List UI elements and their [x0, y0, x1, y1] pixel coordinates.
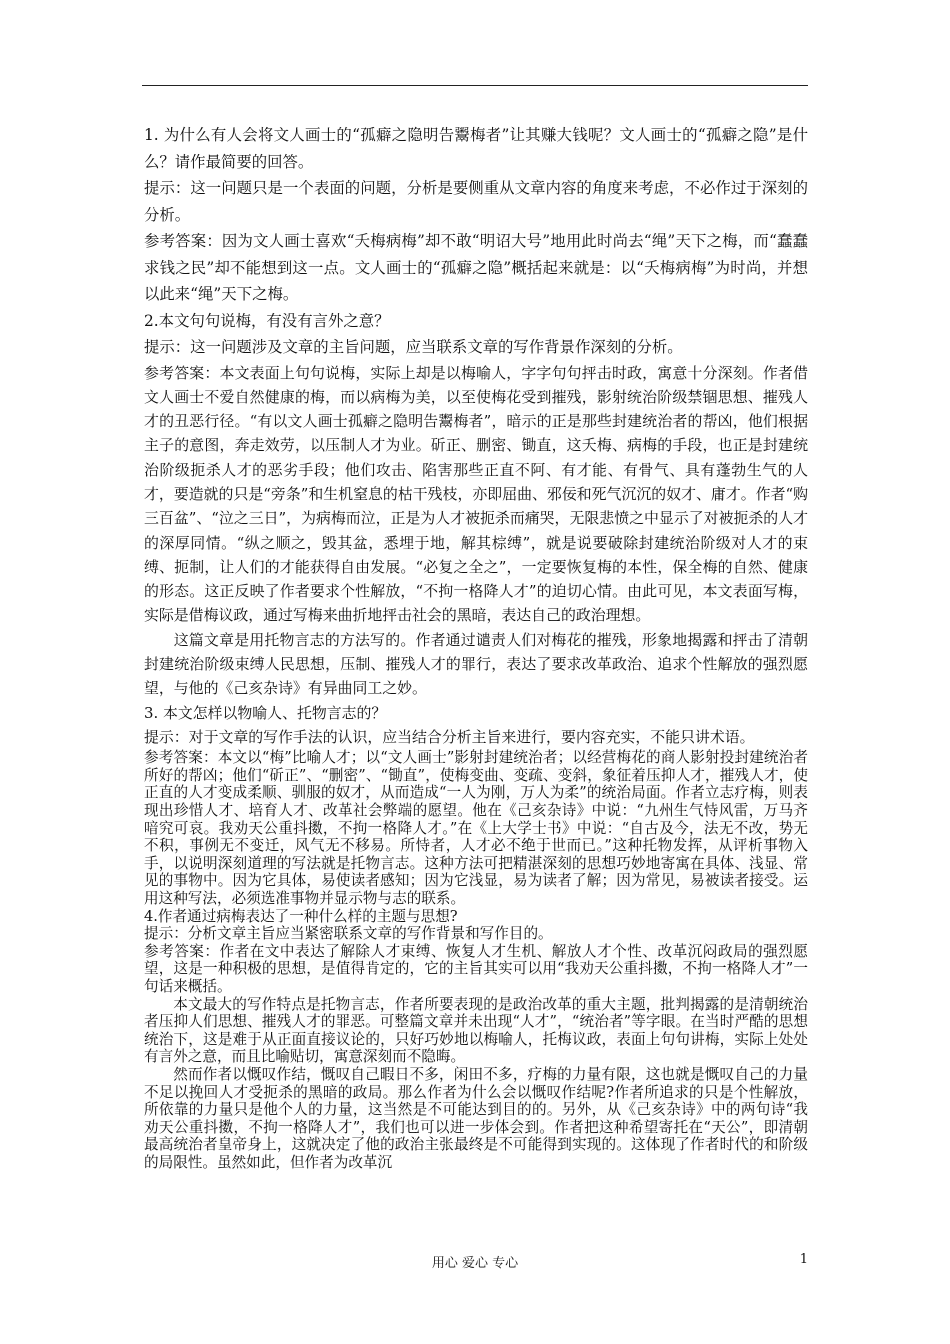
hint-4: 提示：分析文章主旨应当紧密联系文章的写作背景和写作目的。	[144, 925, 553, 943]
answer-3: 参考答案：本文以“梅”比喻人才；以“文人画士”影射封建统治者；以经营梅花的商人影射投封建统治者所好的帮凶；他们“斫正”、“删密”、“锄直”，使梅变曲、变疏、变斜，象征着压抑人才，摧残人才，使正直的人才变成柔顺、驯服的奴才，从而造成“一人为刚，万人为柔”的统治局面。作者立志疗梅，则表现出珍惜人才、培育人才、改革社会弊端的愿望。他在《己亥杂诗》中说：“九州生气恃风雷，万马齐喑究可哀。我劝天公重抖擞，不拘一格降人才。”在《上大学士书》中说：“自古及今，法无不改，势无不积，事例无不变迁，风气无不移易。所恃者，人才必不绝于世而已。”这种托物发挥，从评析事物入手，以说明深刻道理的写法就是托物言志。这种方法可把精湛深刻的思想巧妙地寄寓在具体、浅显、常见的事物中。因为它具体，易使读者感知；因为它浅显，易为读者了解；因为常见，易被读者接受。运用这种写法，必须选准事物并显示物与志的联系。	[144, 749, 808, 907]
question-3: 3. 本文怎样以物喻人、托物言志的？	[144, 703, 387, 722]
answer-2: 参考答案：本文表面上句句说梅，实际上却是以梅喻人，字字句句抨击时政，寓意十分深刻。作者借文人画士不爱自然健康的梅，而以病梅为美，以至使梅花受到摧残，影射统治阶级禁锢思想、摧残人才的丑恶行径。“有以文人画士孤癖之隐明告鬻梅者”，暗示的正是那些封建统治者的帮凶，他们根据主子的意图，奔走效劳，以压制人才为业。斫正、删密、锄直，这夭梅、病梅的手段，也正是封建统治阶级扼杀人才的恶劣手段；他们攻击、陷害那些正直不阿、有才能、有骨气、具有蓬勃生气的人才，要造就的只是“旁条”和生机窒息的枯干残枝，亦即屈曲、邪佞和死气沉沉的奴才、庸才。作者“购三百盆”、“泣之三日”，为病梅而泣，正是为人才被扼杀而痛哭，无限悲愤之中显示了对被扼杀的人才的深厚同情。“纵之顺之，毁其盆，悉埋于地，解其棕缚”，就是说要破除封建统治阶级对人才的束缚、扼制，让人们的才能获得自由发展。“必复之全之”，一定要恢复梅的本性，保全梅的自然、健康的形态。这正反映了作者要求个性解放，“不拘一格降人才”的迫切心情。由此可见，本文表面写梅，实际是借梅议政，通过写梅来曲折地抨击社会的黑暗，表达自己的政治理想。	[144, 363, 808, 625]
hint-1: 提示：这一问题只是一个表面的问题，分析是要侧重从文章内容的角度来考虑，不必作过于深刻的分析。	[144, 179, 808, 224]
answer-1: 参考答案：因为文人画士喜欢“夭梅病梅”却不敢“明诏大号”地用此时尚去“绳”天下之梅，而“蠢蠢求钱之民”却不能想到这一点。文人画士的“孤癖之隐”概括起来就是：以“夭梅病梅”为时尚，并想以此来“绳”天下之梅。	[144, 232, 808, 303]
question-2: 2.本文句句说梅，有没有言外之意？	[144, 311, 390, 330]
section-2	[144, 361, 808, 750]
document-body	[144, 122, 808, 1172]
page-number: 1	[799, 1252, 808, 1267]
question-4: 4.作者通过病梅表达了一种什么样的主题与思想?	[144, 907, 458, 925]
hint-3: 提示：对于文章的写作手法的认识，应当结合分析主旨来进行，要内容充实，不能只讲术语。	[144, 727, 755, 746]
section-1	[144, 122, 808, 361]
header-rule	[142, 85, 808, 86]
answer-4-paragraph-3: 然而作者以慨叹作结，慨叹自己暇日不多，闲田不多，疗梅的力量有限，这也就是慨叹自己的力量不足以挽回人才受扼杀的黑暗的政局。那么作者为什么会以慨叹作结呢?作者所追求的只是个性解放，所依靠的力量只是他个人的力量，这当然是不可能达到目的的。另外，从《己亥杂诗》中的两句诗“我劝天公重抖擞，不拘一格降人才”，我们也可以进一步体会到。作者把这种希望寄托在“天公”，即清朝最高统治者皇帝身上，这就决定了他的政治主张最终是不可能得到实现的。这体现了作者时代的和阶级的局限性。虽然如此，但作者为改革沉	[144, 1065, 808, 1171]
question-1: 1. 为什么有人会将文人画士的“孤癖之隐明告鬻梅者”让其赚大钱呢？文人画士的“孤癖之隐”是什么？请作最简要的回答。	[144, 126, 808, 171]
answer-2-summary: 这篇文章是用托物言志的方法写的。作者通过谴责人们对梅花的摧残，形象地揭露和抨击了清朝封建统治阶级束缚人民思想，压制、摧残人才的罪行，表达了要求改革政治、追求个性解放的强烈愿望，与他的《己亥杂诗》有异曲同工之妙。	[144, 630, 808, 698]
section-3	[144, 749, 808, 1171]
hint-2: 提示：这一问题涉及文章的主旨问题，应当联系文章的写作背景作深刻的分析。	[144, 338, 683, 356]
footer-motto: 用心 爱心 专心	[431, 1256, 519, 1271]
answer-4-paragraph-2: 本文最大的写作特点是托物言志，作者所要表现的是政治改革的重大主题，批判揭露的是清朝统治者压抑人们思想、摧残人才的罪恶。可整篇文章并未出现“人才”，“统治者”等字眼。在当时严酷的思想统治下，这是难于从正面直接议论的，只好巧妙地以梅喻人，托梅议政，表面上句句讲梅，实际上处处有言外之意，而且比喻贴切，寓意深刻而不隐晦。	[144, 995, 808, 1066]
answer-4: 参考答案：作者在文中表达了解除人才束缚、恢复人才生机、解放人才个性、改革沉闷政局的强烈愿望，这是一种积极的思想，是值得肯定的，它的主旨其实可以用“我劝天公重抖擞，不拘一格降人才”一句话来概括。	[144, 942, 808, 995]
